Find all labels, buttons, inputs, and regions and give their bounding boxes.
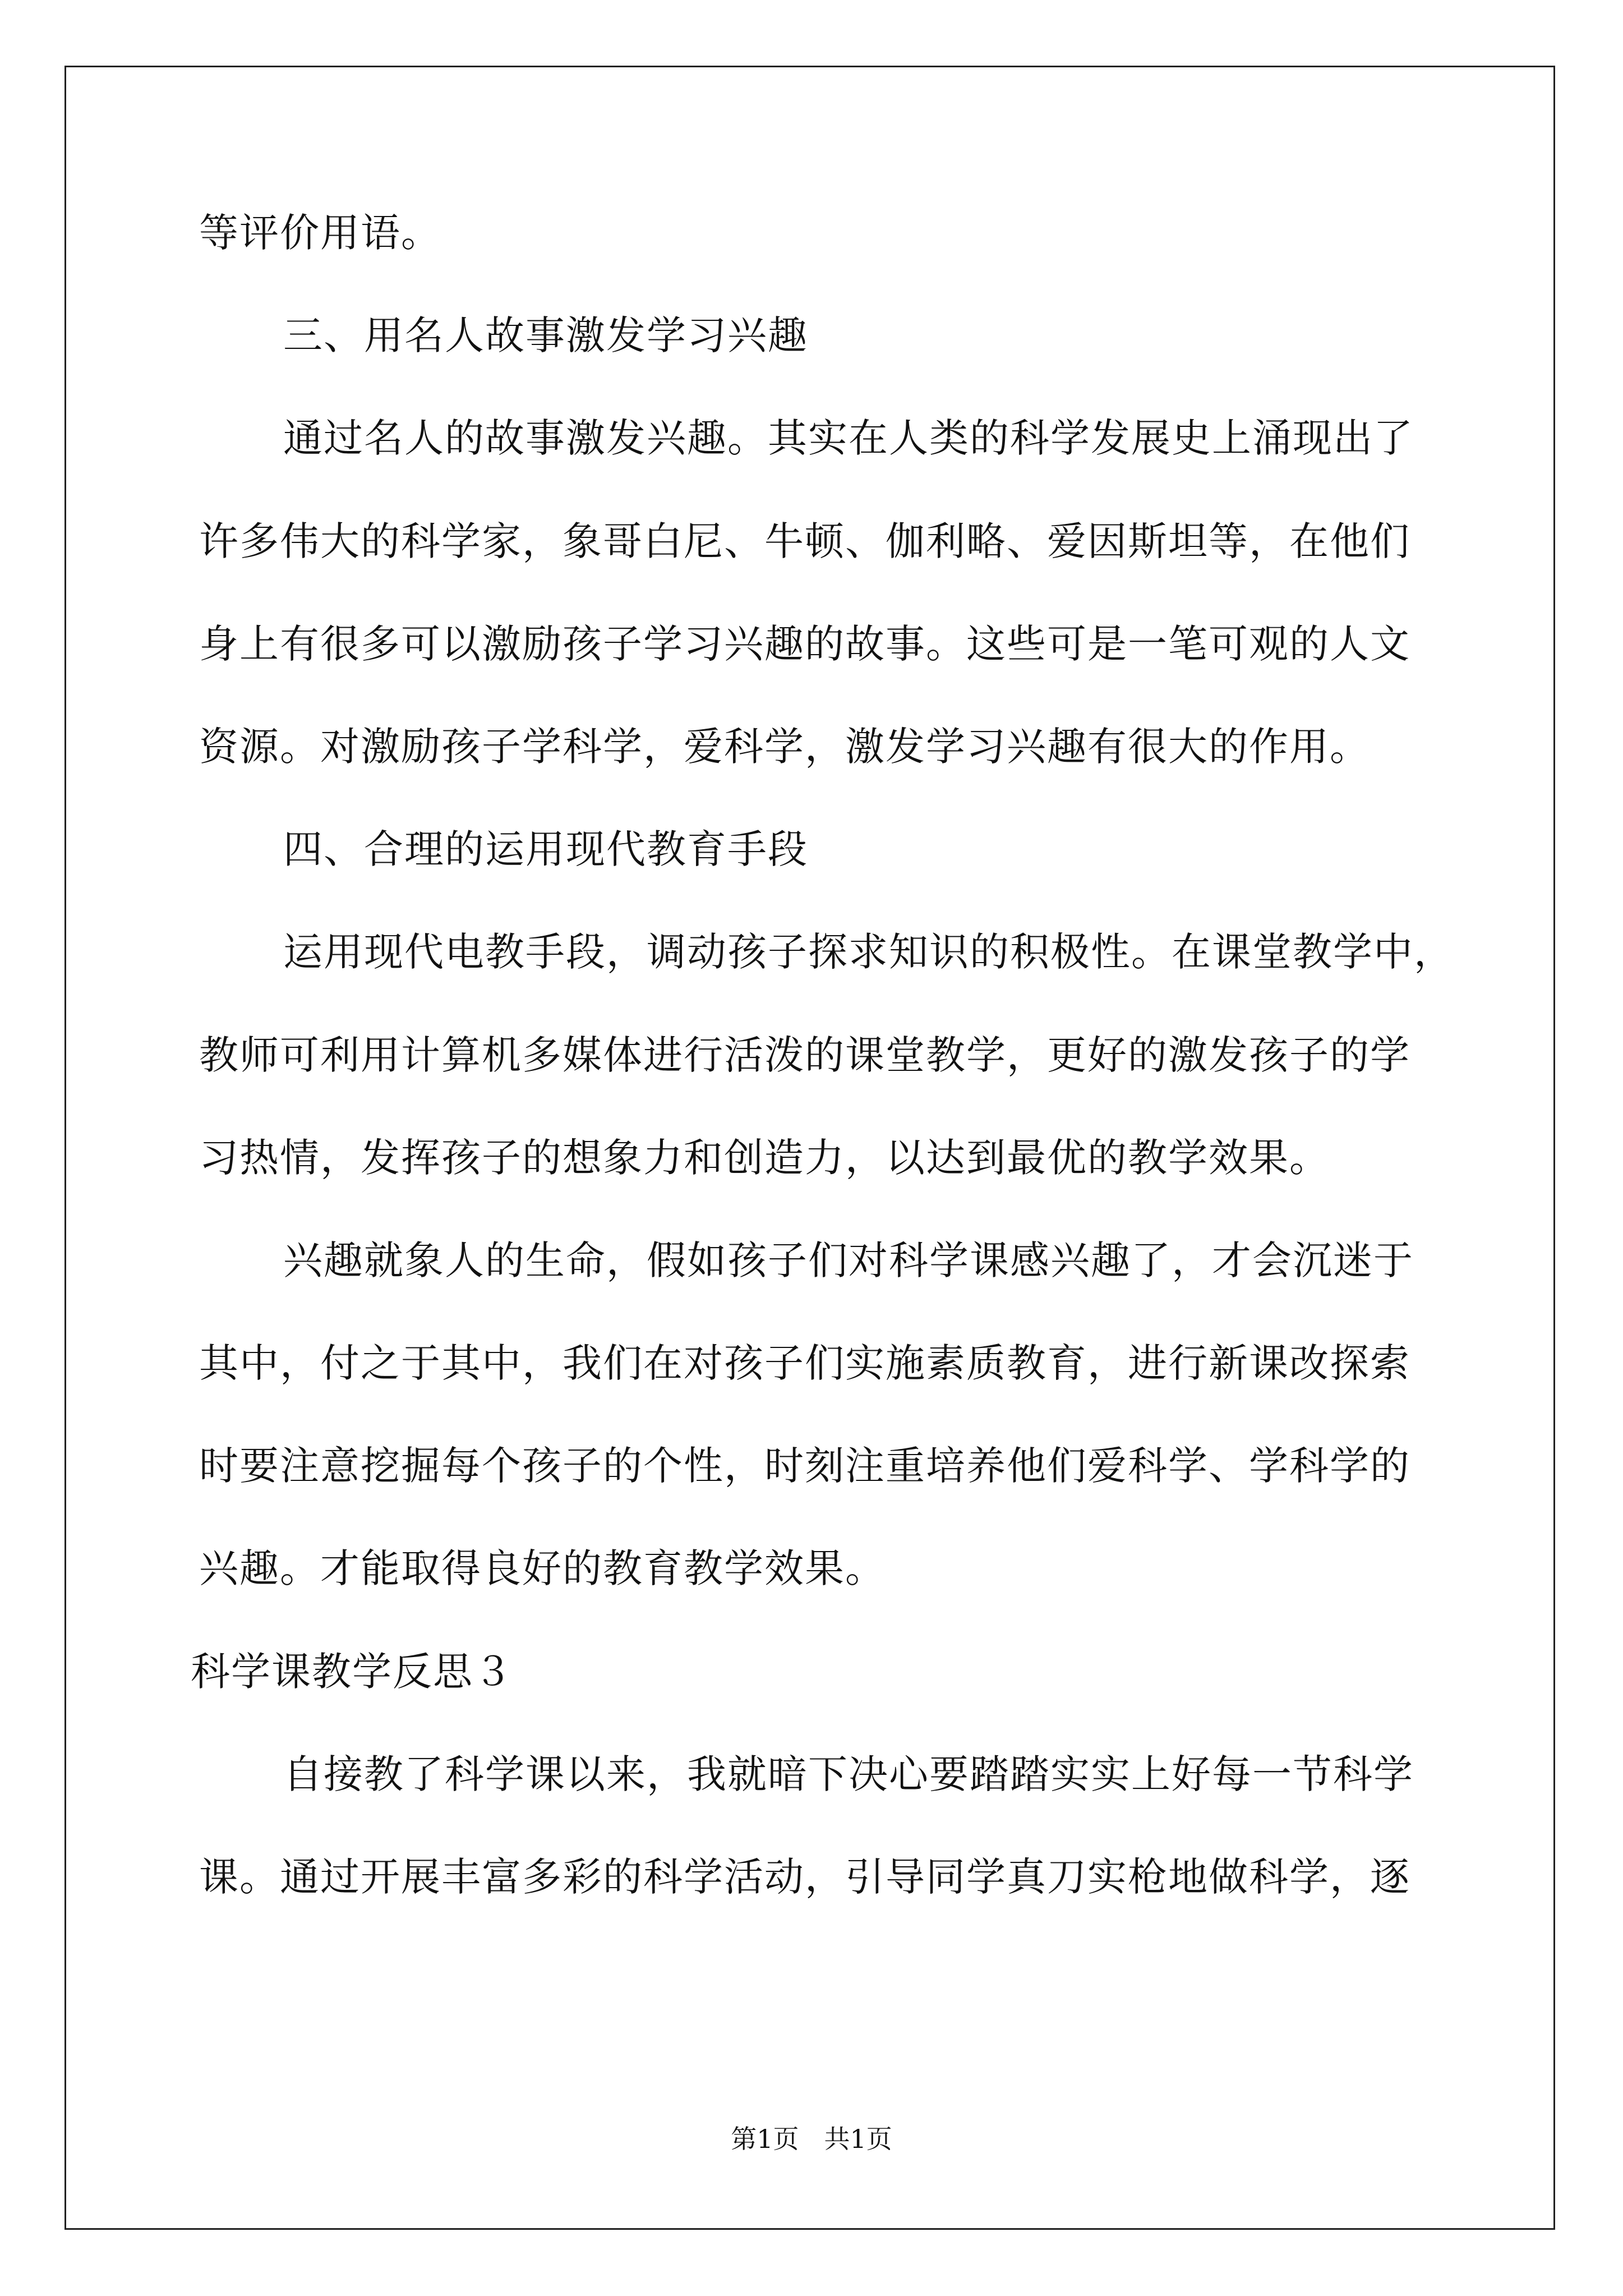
paragraph-line: 教师可利用计算机多媒体进行活泼的课堂教学，更好的激发孩子的学 — [199, 1032, 1410, 1078]
paragraph-line: 时要注意挖掘每个孩子的个性，时刻注重培养他们爱科学、学科学的 — [199, 1443, 1410, 1489]
section-heading: 四、合理的运用现代教育手段 — [283, 826, 808, 873]
page-number: 第1页 — [731, 2124, 799, 2154]
paragraph-line: 通过名人的故事激发兴趣。其实在人类的科学发展史上涌现出了 — [283, 415, 1414, 462]
document-body — [191, 210, 1454, 1960]
paragraph-line: 运用现代电教手段，调动孩子探求知识的积极性。在课堂教学中， — [283, 929, 1454, 976]
paragraph-line: 等评价用语。 — [199, 210, 441, 256]
paragraph-line: 身上有很多可以激励孩子学习兴趣的故事。这些可是一笔可观的人文 — [199, 620, 1410, 667]
paragraph-line: 兴趣。才能取得良好的教育教学效果。 — [199, 1545, 886, 1592]
document-section-title: 科学课教学反思３ — [191, 1648, 514, 1695]
paragraph-line: 习热情，发挥孩子的想象力和创造力，以达到最优的教学效果。 — [199, 1134, 1330, 1181]
paragraph-line: 许多伟大的科学家，象哥白尼、牛顿、伽利略、爱因斯坦等，在他们 — [199, 518, 1410, 564]
paragraph-line: 其中，付之于其中，我们在对孩子们实施素质教育，进行新课改探索 — [199, 1340, 1410, 1387]
page-total: 共1页 — [824, 2124, 892, 2154]
paragraph-line: 自接教了科学课以来，我就暗下决心要踏踏实实上好每一节科学 — [283, 1751, 1414, 1797]
page-footer — [0, 2126, 1623, 2152]
paragraph-line: 课。通过开展丰富多彩的科学活动，引导同学真刀实枪地做科学，逐 — [199, 1854, 1410, 1900]
paragraph-line: 资源。对激励孩子学科学，爱科学，激发学习兴趣有很大的作用。 — [199, 723, 1370, 770]
section-heading: 三、用名人故事激发学习兴趣 — [283, 312, 808, 359]
paragraph-line: 兴趣就象人的生命，假如孩子们对科学课感兴趣了，才会沉迷于 — [283, 1237, 1414, 1283]
